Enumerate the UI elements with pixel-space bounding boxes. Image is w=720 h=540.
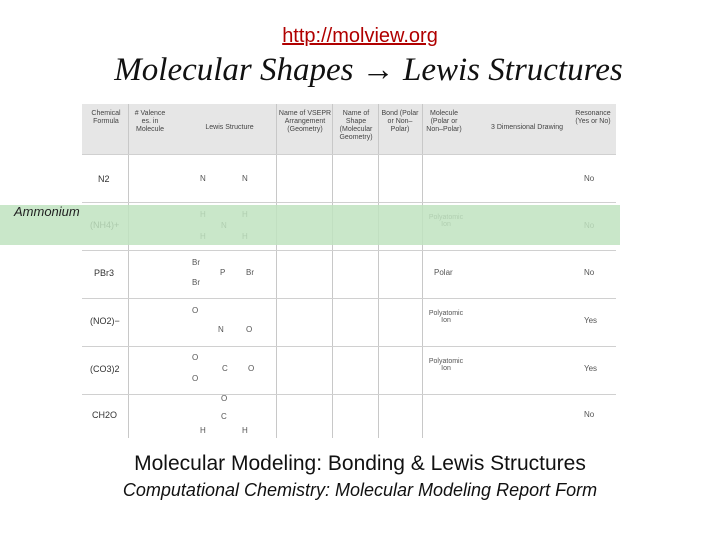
header-3d: 3 Dimensional Drawing	[491, 124, 563, 131]
lewis-atom: O	[221, 394, 228, 403]
row-divider	[82, 298, 616, 299]
row-molecule: Polar	[434, 268, 453, 277]
lewis-atom: Br	[192, 258, 200, 267]
row-resonance: Yes	[584, 364, 598, 373]
lewis-atom: Br	[192, 278, 200, 287]
ammonium-annotation: Ammonium	[14, 204, 80, 219]
row-divider	[82, 202, 616, 203]
header-shape: Name of Shape (Molecular Geometry)	[339, 110, 373, 141]
header-resonance: Resonance (Yes or No)	[575, 110, 611, 125]
lewis-atom: C	[222, 364, 228, 373]
row-formula: PBr3	[94, 268, 115, 278]
row-resonance: No	[584, 268, 595, 277]
lewis-atom: O	[192, 306, 199, 315]
lewis-atom: H	[200, 426, 206, 435]
lewis-atom: H	[242, 426, 248, 435]
header-formula: Chemical Formula	[91, 110, 121, 125]
row-divider	[82, 394, 616, 395]
source-link-text[interactable]: http://molview.org	[282, 25, 438, 47]
row-divider	[82, 346, 616, 347]
row-resonance: No	[584, 174, 595, 183]
lewis-atom: N	[200, 174, 206, 183]
header-vsepr: Name of VSEPR Arrangement (Geometry)	[278, 110, 332, 133]
header-molecule: Molecule (Polar or Non–Polar)	[426, 110, 462, 133]
subtitle-modeling: Molecular Modeling: Bonding & Lewis Structures	[134, 452, 586, 475]
row-formula: (CO3)2	[90, 364, 120, 374]
lewis-atom: N	[218, 325, 224, 334]
header-lewis: Lewis Structure	[205, 124, 254, 131]
header-valence: # Valence es. in Molecule	[134, 110, 166, 133]
row-divider	[82, 250, 616, 251]
row-divider	[82, 154, 616, 155]
row-formula: (NO2)−	[90, 316, 120, 326]
lewis-atom: C	[221, 412, 227, 421]
lewis-atom: N	[242, 174, 248, 183]
page-title: Molecular Shapes → Lewis Structures	[114, 52, 623, 88]
lewis-atom: O	[248, 364, 255, 373]
row-formula: N2	[98, 174, 110, 184]
row-molecule: Polyatomic Ion	[428, 310, 464, 324]
row-resonance: No	[584, 410, 595, 419]
header-bond: Bond (Polar or Non–Polar)	[381, 110, 419, 133]
ammonium-highlight	[0, 205, 620, 245]
row-formula: CH2O	[92, 410, 118, 420]
lewis-atom: O	[192, 353, 199, 362]
source-link[interactable]	[0, 25, 720, 48]
lewis-atom: O	[192, 374, 199, 383]
lewis-atom: Br	[246, 268, 254, 277]
report-table	[82, 104, 616, 438]
lewis-atom: O	[246, 325, 253, 334]
subtitle-computational: Computational Chemistry: Molecular Modeling Report Form	[122, 480, 598, 500]
row-resonance: Yes	[584, 316, 598, 325]
lewis-atom: P	[220, 268, 226, 277]
row-molecule: Polyatomic Ion	[428, 358, 464, 372]
